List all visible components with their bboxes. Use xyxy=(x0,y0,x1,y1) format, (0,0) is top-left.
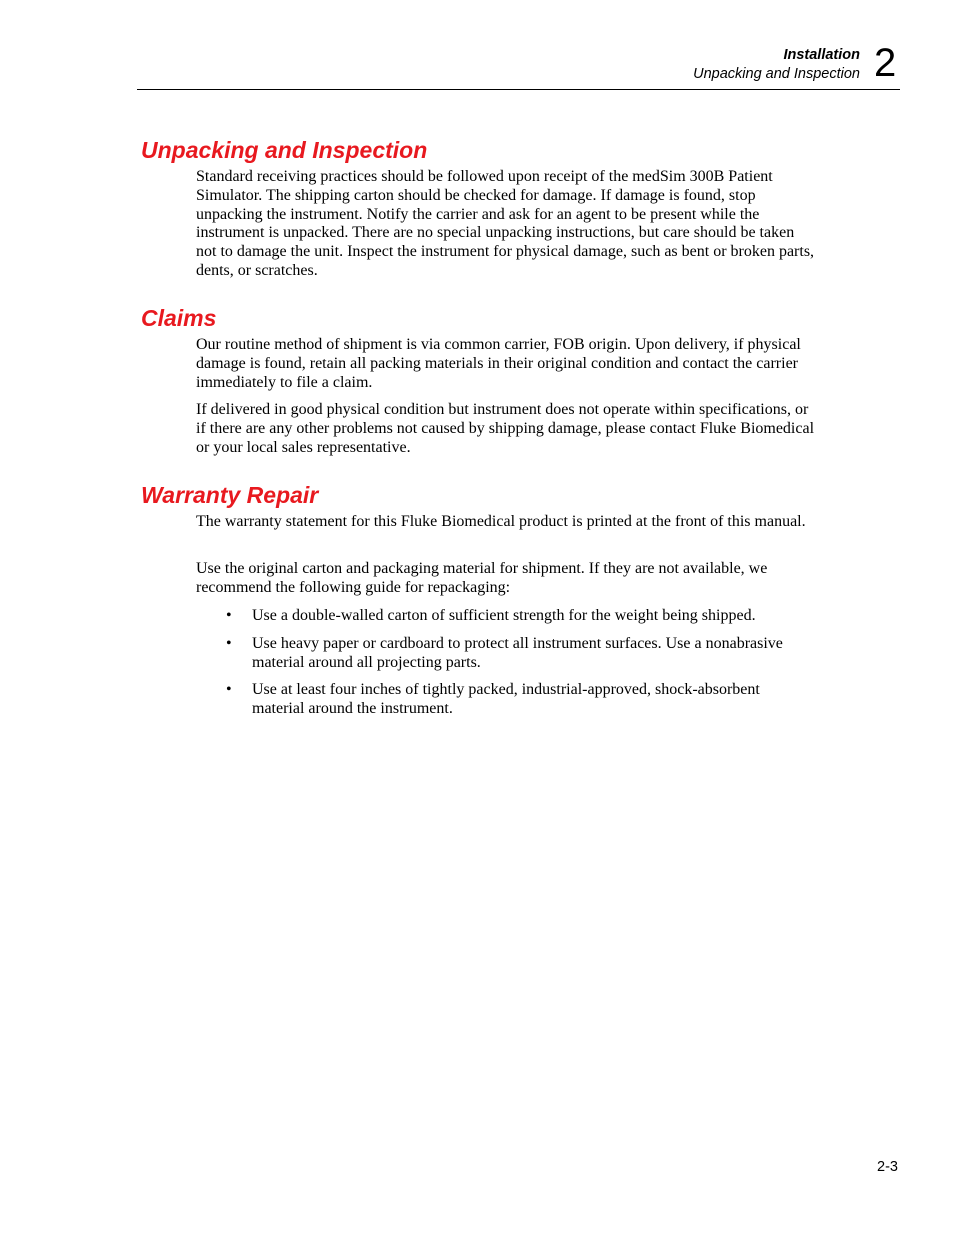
header-chapter-title: Installation xyxy=(783,47,860,63)
chapter-number: 2 xyxy=(874,41,897,85)
paragraph-claims-2: If delivered in good physical condition but instrument does not operate within specifications, or if there are any other problems not caused by shipping damage, please contact Fluke Biomedical or your local sales representative. xyxy=(196,401,815,456)
list-item-text: Use a double-walled carton of sufficient strength for the weight being shipped. xyxy=(252,607,756,624)
page-number: 2-3 xyxy=(877,1159,898,1175)
heading-warranty-repair: Warranty Repair xyxy=(141,482,319,508)
bullet-icon: • xyxy=(226,634,232,652)
heading-claims: Claims xyxy=(141,305,217,331)
paragraph-claims-1: Our routine method of shipment is via common carrier, FOB origin. Upon delivery, if physical damage is found, retain all packing materials in their original condition and contact the carrier immediately to file a claim. xyxy=(196,336,801,391)
list-item xyxy=(196,635,816,673)
paragraph-unpacking: Standard receiving practices should be followed upon receipt of the medSim 300B Patient Simulator. The shipping carton should be checked for damage. If damage is found, stop unpacking the instrument. Notify the carrier and ask for an agent to be present while the instrument is unpacked. There are no special unpacking instructions, but care should be taken not to damage the unit. Inspect the instrument for physical damage, such as bent or broken parts, dents, or scratches. xyxy=(196,168,815,279)
paragraph-warranty-1: The warranty statement for this Fluke Biomedical product is printed at the front of this manual. xyxy=(196,513,806,530)
list-item-text: Use at least four inches of tightly packed, industrial-approved, shock-absorbent material around the instrument. xyxy=(252,681,760,718)
paragraph-warranty-2: Use the original carton and packaging material for shipment. If they are not available, we recommend the following guide for repackaging: xyxy=(196,560,768,596)
bullet-icon: • xyxy=(226,607,232,624)
list-item-text: Use heavy paper or cardboard to protect all instrument surfaces. Use a nonabrasive material around all projecting parts. xyxy=(252,634,783,671)
list-item xyxy=(196,607,816,626)
bullet-icon: • xyxy=(226,681,232,699)
heading-unpacking-and-inspection: Unpacking and Inspection xyxy=(141,137,428,163)
repackaging-guide-list xyxy=(196,607,816,728)
header-section-title: Unpacking and Inspection xyxy=(693,66,860,82)
header-divider xyxy=(137,89,900,90)
list-item xyxy=(196,681,816,719)
running-header xyxy=(693,46,860,84)
